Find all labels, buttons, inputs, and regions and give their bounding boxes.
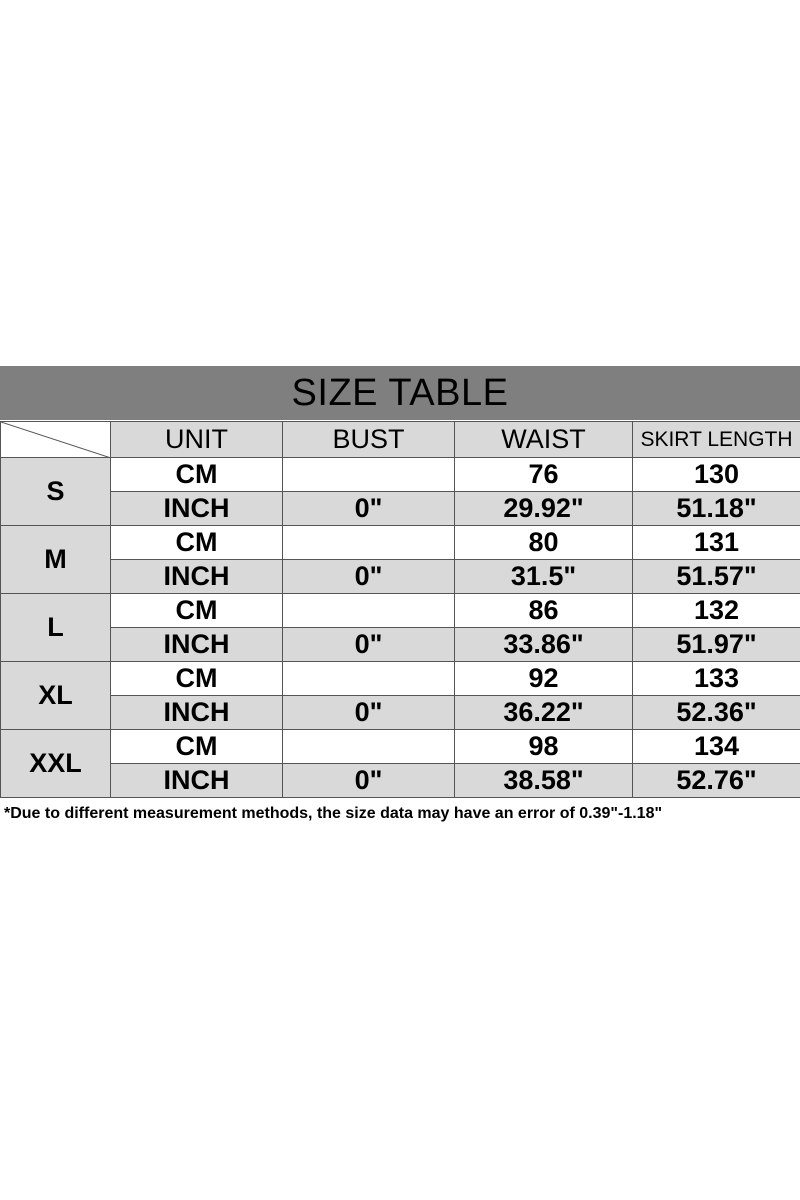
- bust-cell: [283, 662, 455, 696]
- size-table: [0, 421, 800, 798]
- skirt-length-cell: 132: [633, 594, 800, 628]
- table-row: [1, 628, 800, 662]
- bust-cell: [283, 594, 455, 628]
- skirt-length-cell: 51.57": [633, 560, 800, 594]
- header-unit: UNIT: [111, 422, 283, 458]
- waist-cell: 29.92": [455, 492, 633, 526]
- header-waist: WAIST: [455, 422, 633, 458]
- header-row: [1, 422, 800, 458]
- waist-cell: 92: [455, 662, 633, 696]
- size-table-title: SIZE TABLE: [0, 366, 800, 420]
- unit-cell: INCH: [111, 764, 283, 798]
- size-label: XXL: [1, 730, 111, 798]
- waist-cell: 31.5": [455, 560, 633, 594]
- skirt-length-cell: 52.36": [633, 696, 800, 730]
- table-row: [1, 696, 800, 730]
- unit-cell: CM: [111, 662, 283, 696]
- size-label: M: [1, 526, 111, 594]
- measurement-note: *Due to different measurement methods, the size data may have an error of 0.39"-1.18": [4, 805, 663, 822]
- corner-cell: [1, 422, 111, 458]
- waist-cell: 98: [455, 730, 633, 764]
- waist-cell: 36.22": [455, 696, 633, 730]
- skirt-length-cell: 51.97": [633, 628, 800, 662]
- unit-cell: INCH: [111, 628, 283, 662]
- size-label: XL: [1, 662, 111, 730]
- table-row: [1, 594, 800, 628]
- waist-cell: 38.58": [455, 764, 633, 798]
- header-skirt-length: SKIRT LENGTH: [633, 422, 800, 458]
- size-label: S: [1, 458, 111, 526]
- bust-cell: 0": [283, 560, 455, 594]
- unit-cell: CM: [111, 458, 283, 492]
- skirt-length-cell: 134: [633, 730, 800, 764]
- unit-cell: INCH: [111, 696, 283, 730]
- skirt-length-cell: 131: [633, 526, 800, 560]
- diagonal-line-icon: [1, 422, 111, 458]
- table-row: [1, 662, 800, 696]
- bust-cell: [283, 458, 455, 492]
- table-row: [1, 492, 800, 526]
- skirt-length-cell: 51.18": [633, 492, 800, 526]
- unit-cell: INCH: [111, 560, 283, 594]
- size-label: L: [1, 594, 111, 662]
- header-bust: BUST: [283, 422, 455, 458]
- table-row: [1, 560, 800, 594]
- unit-cell: CM: [111, 730, 283, 764]
- waist-cell: 86: [455, 594, 633, 628]
- table-row: [1, 458, 800, 492]
- unit-cell: CM: [111, 526, 283, 560]
- waist-cell: 80: [455, 526, 633, 560]
- bust-cell: [283, 526, 455, 560]
- bust-cell: [283, 730, 455, 764]
- unit-cell: CM: [111, 594, 283, 628]
- unit-cell: INCH: [111, 492, 283, 526]
- table-row: [1, 730, 800, 764]
- waist-cell: 76: [455, 458, 633, 492]
- table-row: [1, 526, 800, 560]
- skirt-length-cell: 52.76": [633, 764, 800, 798]
- waist-cell: 33.86": [455, 628, 633, 662]
- bust-cell: 0": [283, 764, 455, 798]
- bust-cell: 0": [283, 696, 455, 730]
- bust-cell: 0": [283, 492, 455, 526]
- bust-cell: 0": [283, 628, 455, 662]
- skirt-length-cell: 130: [633, 458, 800, 492]
- skirt-length-cell: 133: [633, 662, 800, 696]
- table-row: [1, 764, 800, 798]
